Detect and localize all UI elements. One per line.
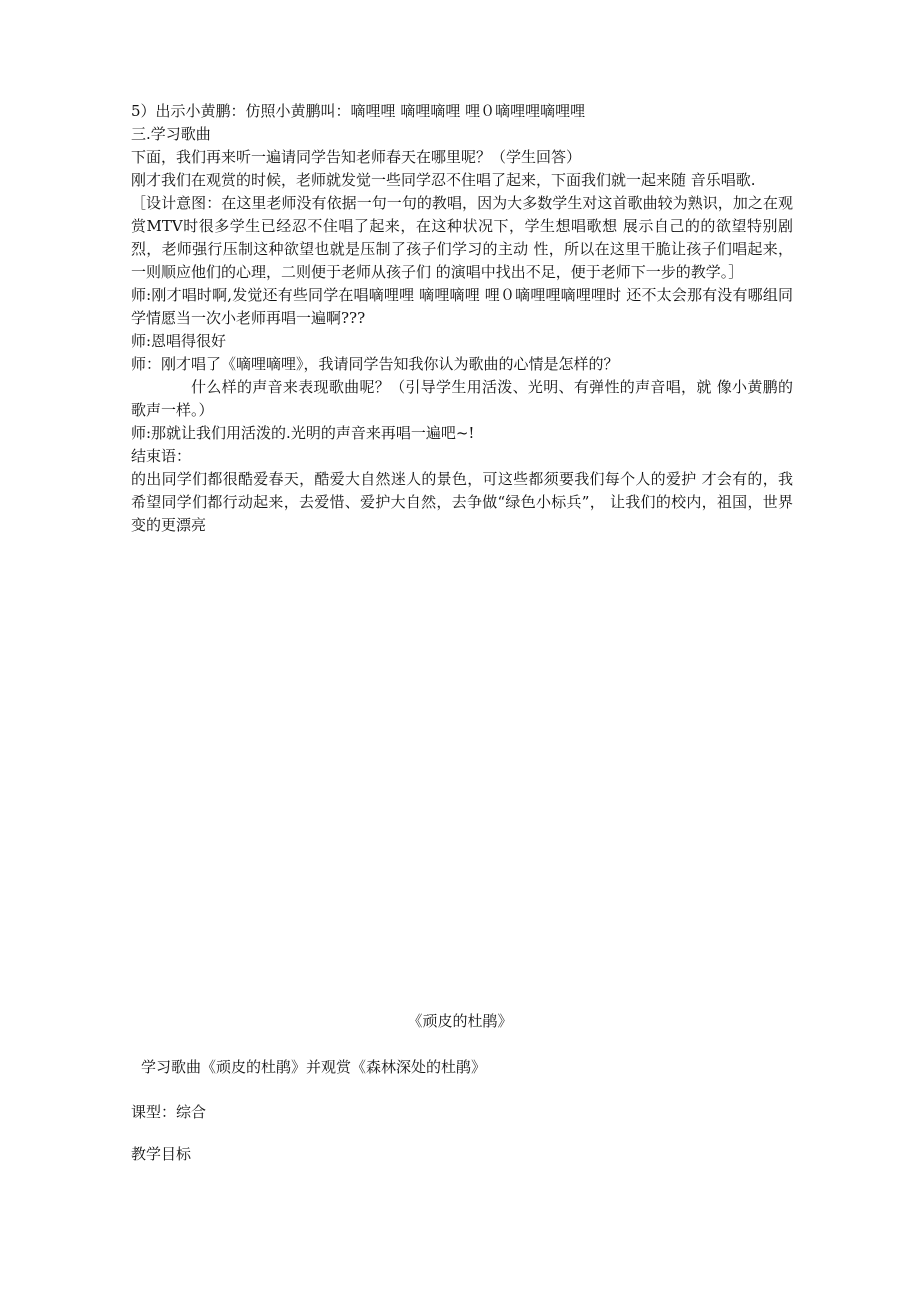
paragraph-listen-again: 下面，我们再来听一遍请同学告知老师春天在哪里呢？（学生回答） — [131, 148, 582, 166]
teaching-objectives-heading: 教学目标 — [131, 1145, 192, 1163]
paragraph-teacher-praise: 师:恩唱得很好 — [131, 332, 227, 350]
course-type-label: 课型：综合 — [131, 1103, 207, 1121]
closing-heading: 结束语： — [131, 447, 192, 465]
paragraph-sing-again: 师:那就让我们用活泼的.光明的声音来再唱一遍吧~! — [131, 424, 475, 442]
section-heading-learn-song: 三.学习歌曲 — [131, 125, 211, 143]
lesson-subtitle: 学习歌曲《顽皮的杜鹃》并观赏《森林深处的杜鹃》 — [141, 1058, 487, 1076]
paragraph-design-intent: ［设计意图：在这里老师没有依据一句一句的教唱，因为大多数学生对这首歌曲较为熟识，加之在观赏MTV时很多学生已经忍不住唱了起来，在这种状况下，学生想唱歌想 展示自己的的欲望特别剧烈，老师强行压制这种欲望也就是压制了孩子们学习的主动 性，所以在这里干脆让孩子们唱起来，一则顺应他们的心理，二则便于老师从孩子们 的演唱中找出不足，便于老师下一步的教学。］ — [131, 194, 793, 281]
lesson-body — [131, 100, 793, 537]
paragraph-teacher-mood-question: 师：刚才唱了《嘀哩嘀哩》，我请同学告知我你认为歌曲的心情是怎样的？ — [131, 355, 619, 373]
paragraph-sing-along: 刚才我们在观赏的时候，老师就发觉一些同学忍不住唱了起来，下面我们就一起来随 音乐唱歌. — [131, 171, 756, 189]
lesson-title: 《顽皮的杜鹃》 — [407, 1012, 513, 1030]
paragraph-teacher-small-teacher: 师:刚才唱时啊,发觉还有些同学在唱嘀哩哩 嘀哩嘀哩 哩０嘀哩哩嘀哩哩时 还不太会那有没有哪组同学情愿当一次小老师再唱一遍啊??? — [131, 286, 793, 327]
paragraph-voice-guidance: 什么样的声音来表现歌曲呢？（引导学生用活泼、光明、有弹性的声音唱，就 像小黄鹏的歌声一样。） — [131, 378, 793, 419]
paragraph-closing-remarks: 的出同学们都很酷爱春天，酷爱大自然迷人的景色，可这些都须要我们每个人的爱护 才会有的，我希望同学们都行动起来，去爱惜、爱护大自然，去争做“绿色小标兵”， 让我们的校内，祖国，世界变的更漂亮 — [131, 470, 793, 534]
paragraph-step-5: 5）出示小黄鹏：仿照小黄鹏叫：嘀哩哩 嘀哩嘀哩 哩０嘀哩哩嘀哩哩 — [131, 102, 586, 120]
